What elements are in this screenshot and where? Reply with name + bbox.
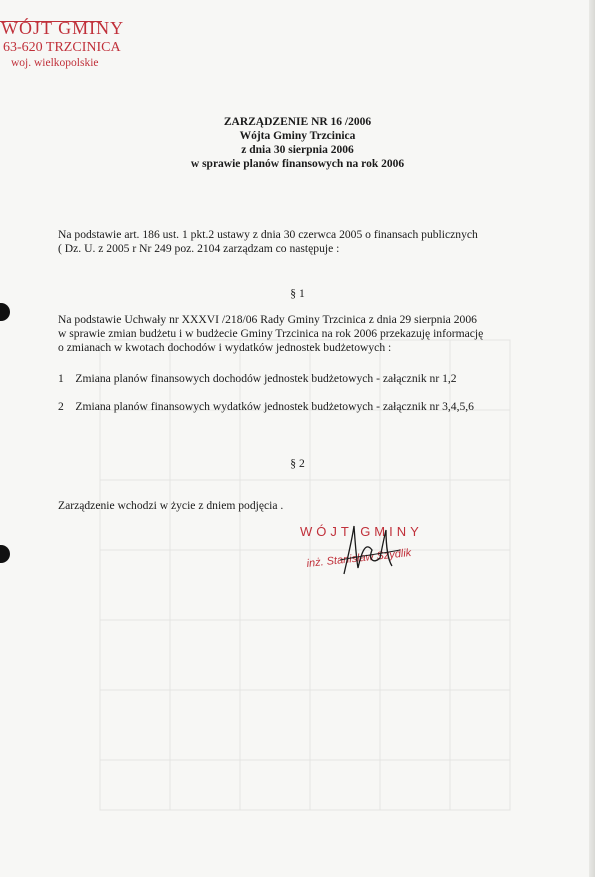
list-item-number: 2: [58, 400, 64, 413]
section-1-heading: § 1: [290, 287, 305, 300]
intro-line-1: Na podstawie art. 186 ust. 1 pkt.2 ustawy z dnia 30 czerwca 2005 o finansach publicznych: [58, 228, 478, 241]
list-item: [58, 400, 474, 413]
office-stamp-region: woj. wielkopolskie: [11, 57, 99, 69]
office-stamp-address: 63-620 TRZCINICA: [3, 40, 121, 55]
handwritten-signature: [330, 520, 410, 580]
punch-hole-top: [0, 303, 10, 321]
section-2-heading: § 2: [290, 457, 305, 470]
signature-stamp-name: inż. Stanisław Szydlik: [306, 547, 412, 570]
document-issuer: Wójta Gminy Trzcinica: [239, 130, 356, 142]
document-date: z dnia 30 sierpnia 2006: [241, 144, 354, 156]
list-item: [58, 372, 457, 385]
punch-hole-bottom: [0, 545, 10, 563]
list-item-text: Zmiana planów finansowych dochodów jednostek budżetowych - załącznik nr 1,2: [75, 372, 457, 385]
list-item-number: 1: [58, 372, 64, 385]
intro-line-2: ( Dz. U. z 2005 r Nr 249 poz. 2104 zarządzam co następuje :: [58, 242, 340, 255]
signature-stamp-title: WÓJT GMINY: [300, 524, 423, 539]
document-title: ZARZĄDZENIE NR 16 /2006: [223, 116, 372, 128]
office-stamp-title: WÓJT GMINY: [1, 18, 125, 38]
list-item-text: Zmiana planów finansowych wydatków jednostek budżetowych - załącznik nr 3,4,5,6: [75, 400, 474, 413]
document-subject: w sprawie planów finansowych na rok 2006: [190, 158, 405, 170]
section-1-paragraph-line-1: Na podstawie Uchwały nr XXXVI /218/06 Rady Gminy Trzcinica z dnia 29 sierpnia 2006: [58, 313, 477, 326]
section-2-text: Zarządzenie wchodzi w życie z dniem podjęcia .: [58, 499, 284, 512]
signature-stamp: [300, 520, 500, 590]
section-1-paragraph-line-2: w sprawie zmian budżetu i w budżecie Gminy Trzcinica na rok 2006 przekazuję informację: [58, 327, 484, 340]
section-1-paragraph-line-3: o zmianach w kwotach dochodów i wydatków jednostek budżetowych :: [58, 341, 392, 354]
